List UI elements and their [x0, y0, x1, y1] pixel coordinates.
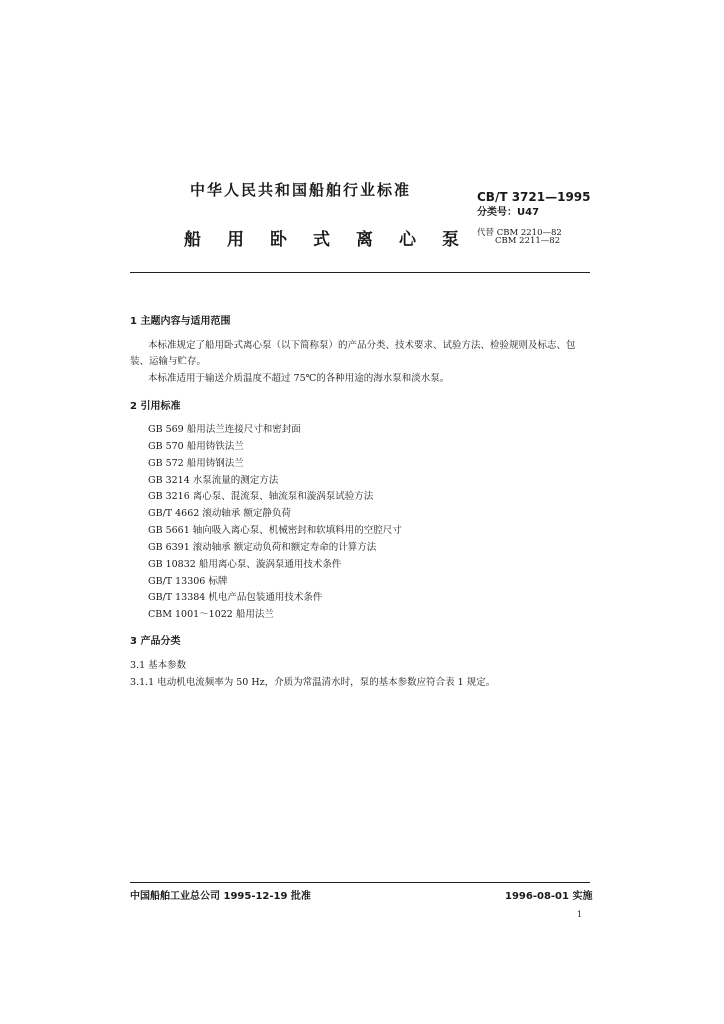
footer-divider [130, 882, 590, 883]
reference-item: GB 3216 离心泵、混流泵、轴流泵和漩涡泵试验方法 [148, 491, 374, 502]
page-number: 1 [577, 910, 583, 919]
section-3-1-heading: 3.1 基本参数 [130, 660, 187, 671]
section-3-1-1-text: 3.1.1 电动机电流频率为 50 Hz，介质为常温清水时，泵的基本参数应符合表 1 规定。 [130, 677, 496, 688]
reference-item: GB 572 船用铸钢法兰 [148, 458, 244, 469]
reference-item: GB 3214 水泵流量的测定方法 [148, 475, 279, 486]
section-1-paragraph-1-line-1: 本标准规定了船用卧式离心泵（以下简称泵）的产品分类、技术要求、试验方法、检验规则及标志、包 [148, 340, 576, 351]
reference-item: GB 569 船用法兰连接尺寸和密封面 [148, 424, 301, 435]
reference-item: GB 570 船用铸铁法兰 [148, 441, 244, 452]
industry-standard-title: 中华人民共和国船舶行业标准 [190, 181, 412, 199]
reference-item: GB/T 13306 标牌 [148, 576, 228, 587]
reference-item: CBM 1001～1022 船用法兰 [148, 609, 274, 620]
replaces-standard-1: 代替 CBM 2210—82 [477, 228, 562, 238]
section-1-heading: 1 主题内容与适用范围 [130, 316, 231, 327]
title-char: 卧 [270, 230, 287, 250]
section-1-paragraph-1-line-2: 装、运输与贮存。 [130, 356, 207, 367]
reference-item: GB/T 13384 机电产品包装通用技术条件 [148, 592, 323, 603]
title-char: 离 [356, 230, 373, 250]
title-char: 式 [313, 230, 330, 250]
section-2-heading: 2 引用标准 [130, 401, 181, 412]
reference-item: GB 6391 滚动轴承 额定动负荷和额定寿命的计算方法 [148, 542, 377, 553]
document-title [184, 225, 485, 250]
reference-item: GB 10832 船用离心泵、漩涡泵通用技术条件 [148, 559, 342, 570]
replaces-standard-2: CBM 2211—82 [495, 236, 561, 246]
title-char: 用 [227, 230, 244, 250]
effective-date: 1996-08-01 实施 [505, 891, 593, 902]
reference-item: GB 5661 轴向吸入离心泵、机械密封和软填料用的空腔尺寸 [148, 525, 402, 536]
reference-item: GB/T 4662 滚动轴承 额定静负荷 [148, 508, 291, 519]
title-char: 船 [184, 230, 201, 250]
section-3-heading: 3 产品分类 [130, 636, 181, 647]
title-char: 心 [399, 230, 416, 250]
standard-number: CB/T 3721—1995 [477, 190, 591, 204]
title-char: 泵 [442, 230, 459, 250]
classification-number: 分类号：U47 [477, 207, 540, 218]
approval-date: 中国船舶工业总公司 1995-12-19 批准 [130, 891, 311, 902]
header-divider [130, 272, 590, 273]
section-1-paragraph-2: 本标准适用于输送介质温度不超过 75℃的各种用途的海水泵和淡水泵。 [148, 373, 450, 384]
